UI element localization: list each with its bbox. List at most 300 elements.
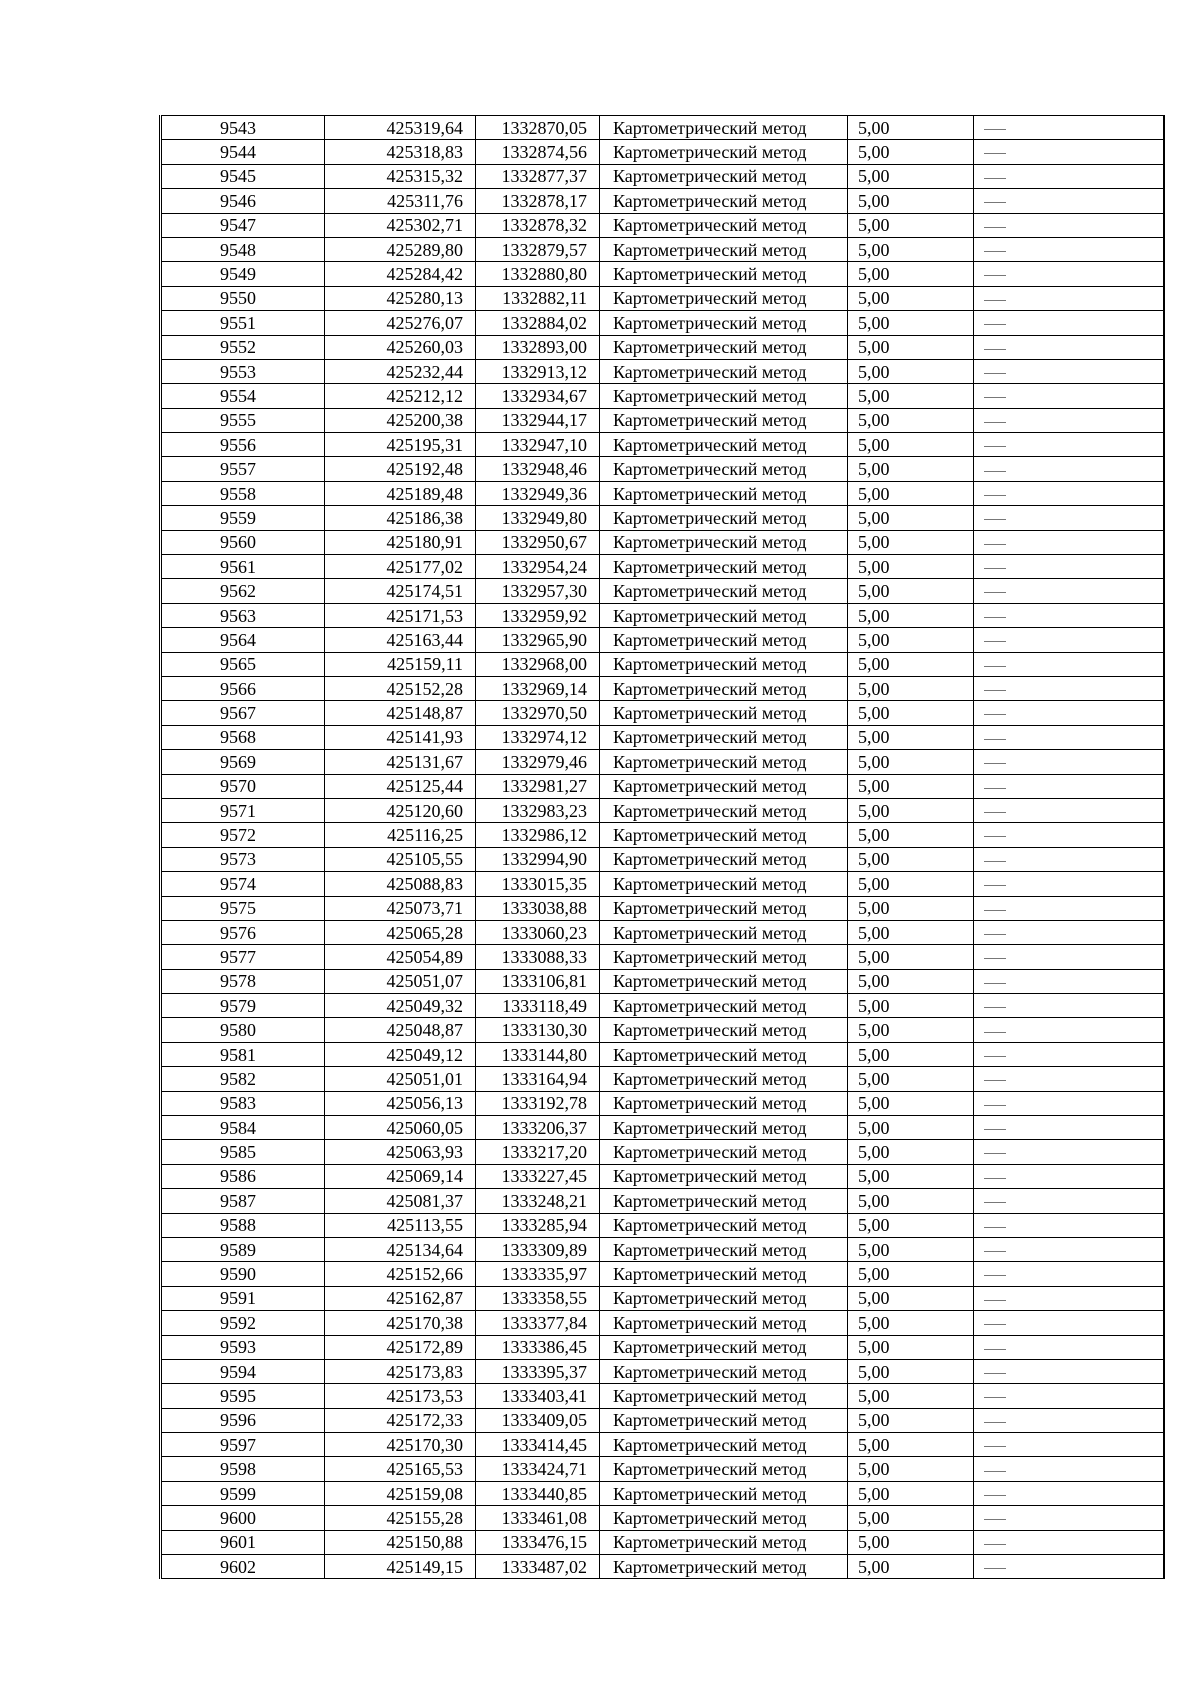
x-coordinate-cell: 425200,38	[325, 408, 476, 432]
y-coordinate-cell: 1332969,14	[476, 676, 600, 700]
accuracy-cell: 5,00	[848, 1481, 974, 1505]
method-cell: Картометрический метод	[600, 1140, 848, 1164]
y-coordinate-cell: 1332877,37	[476, 164, 600, 188]
method-cell: Картометрический метод	[600, 1286, 848, 1310]
note-cell	[974, 384, 1164, 408]
method-cell: Картометрический метод	[600, 408, 848, 432]
method-cell: Картометрический метод	[600, 555, 848, 579]
note-cell	[974, 1116, 1164, 1140]
point-number-cell: 9556	[161, 433, 325, 457]
table-row	[161, 725, 1164, 749]
y-coordinate-cell: 1332957,30	[476, 579, 600, 603]
point-number-cell: 9546	[161, 189, 325, 213]
accuracy-cell: 5,00	[848, 872, 974, 896]
y-coordinate-cell: 1333461,08	[476, 1506, 600, 1530]
note-cell	[974, 1018, 1164, 1042]
table-row	[161, 555, 1164, 579]
accuracy-cell: 5,00	[848, 579, 974, 603]
em-dash-icon	[984, 129, 1006, 130]
em-dash-icon	[984, 1202, 1006, 1203]
point-number-cell: 9588	[161, 1213, 325, 1237]
y-coordinate-cell: 1333386,45	[476, 1335, 600, 1359]
note-cell	[974, 1067, 1164, 1091]
table-row	[161, 359, 1164, 383]
x-coordinate-cell: 425284,42	[325, 262, 476, 286]
x-coordinate-cell: 425060,05	[325, 1116, 476, 1140]
em-dash-icon	[984, 1056, 1006, 1057]
table-row	[161, 1091, 1164, 1115]
y-coordinate-cell: 1333144,80	[476, 1042, 600, 1066]
method-cell: Картометрический метод	[600, 1481, 848, 1505]
table-row	[161, 579, 1164, 603]
point-number-cell: 9582	[161, 1067, 325, 1091]
table-row	[161, 1530, 1164, 1554]
em-dash-icon	[984, 690, 1006, 691]
method-cell: Картометрический метод	[600, 262, 848, 286]
point-number-cell: 9576	[161, 920, 325, 944]
note-cell	[974, 1335, 1164, 1359]
accuracy-cell: 5,00	[848, 1213, 974, 1237]
table-row	[161, 1481, 1164, 1505]
accuracy-cell: 5,00	[848, 1408, 974, 1432]
method-cell: Картометрический метод	[600, 1530, 848, 1554]
x-coordinate-cell: 425054,89	[325, 945, 476, 969]
em-dash-icon	[984, 934, 1006, 935]
em-dash-icon	[984, 641, 1006, 642]
x-coordinate-cell: 425174,51	[325, 579, 476, 603]
em-dash-icon	[984, 1519, 1006, 1520]
em-dash-icon	[984, 1471, 1006, 1472]
accuracy-cell: 5,00	[848, 1067, 974, 1091]
x-coordinate-cell: 425289,80	[325, 237, 476, 261]
accuracy-cell: 5,00	[848, 1555, 974, 1579]
em-dash-icon	[984, 617, 1006, 618]
accuracy-cell: 5,00	[848, 140, 974, 164]
table-row	[161, 189, 1164, 213]
y-coordinate-cell: 1332870,05	[476, 116, 600, 140]
note-cell	[974, 750, 1164, 774]
accuracy-cell: 5,00	[848, 1286, 974, 1310]
x-coordinate-cell: 425049,32	[325, 994, 476, 1018]
point-number-cell: 9562	[161, 579, 325, 603]
y-coordinate-cell: 1332986,12	[476, 823, 600, 847]
y-coordinate-cell: 1332983,23	[476, 798, 600, 822]
note-cell	[974, 920, 1164, 944]
method-cell: Картометрический метод	[600, 1067, 848, 1091]
point-number-cell: 9596	[161, 1408, 325, 1432]
y-coordinate-cell: 1332950,67	[476, 530, 600, 554]
em-dash-icon	[984, 568, 1006, 569]
y-coordinate-cell: 1332874,56	[476, 140, 600, 164]
table-row	[161, 311, 1164, 335]
x-coordinate-cell: 425170,30	[325, 1433, 476, 1457]
x-coordinate-cell: 425195,31	[325, 433, 476, 457]
accuracy-cell: 5,00	[848, 994, 974, 1018]
y-coordinate-cell: 1333192,78	[476, 1091, 600, 1115]
em-dash-icon	[984, 178, 1006, 179]
method-cell: Картометрический метод	[600, 1408, 848, 1432]
method-cell: Картометрический метод	[600, 628, 848, 652]
method-cell: Картометрический метод	[600, 530, 848, 554]
table-row	[161, 676, 1164, 700]
em-dash-icon	[984, 1032, 1006, 1033]
accuracy-cell: 5,00	[848, 1018, 974, 1042]
table-row	[161, 286, 1164, 310]
method-cell: Картометрический метод	[600, 433, 848, 457]
x-coordinate-cell: 425302,71	[325, 213, 476, 237]
y-coordinate-cell: 1333414,45	[476, 1433, 600, 1457]
em-dash-icon	[984, 1178, 1006, 1179]
accuracy-cell: 5,00	[848, 1164, 974, 1188]
method-cell: Картометрический метод	[600, 359, 848, 383]
method-cell: Картометрический метод	[600, 994, 848, 1018]
point-number-cell: 9600	[161, 1506, 325, 1530]
point-number-cell: 9572	[161, 823, 325, 847]
note-cell	[974, 140, 1164, 164]
em-dash-icon	[984, 812, 1006, 813]
method-cell: Картометрический метод	[600, 1042, 848, 1066]
em-dash-icon	[984, 495, 1006, 496]
x-coordinate-cell: 425280,13	[325, 286, 476, 310]
em-dash-icon	[984, 1300, 1006, 1301]
em-dash-icon	[984, 202, 1006, 203]
y-coordinate-cell: 1333424,71	[476, 1457, 600, 1481]
point-number-cell: 9551	[161, 311, 325, 335]
x-coordinate-cell: 425177,02	[325, 555, 476, 579]
method-cell: Картометрический метод	[600, 1189, 848, 1213]
x-coordinate-cell: 425152,28	[325, 676, 476, 700]
table-row	[161, 1262, 1164, 1286]
point-number-cell: 9581	[161, 1042, 325, 1066]
method-cell: Картометрический метод	[600, 1555, 848, 1579]
accuracy-cell: 5,00	[848, 335, 974, 359]
point-number-cell: 9565	[161, 652, 325, 676]
em-dash-icon	[984, 1080, 1006, 1081]
accuracy-cell: 5,00	[848, 701, 974, 725]
table-row	[161, 262, 1164, 286]
note-cell	[974, 872, 1164, 896]
table-row	[161, 530, 1164, 554]
method-cell: Картометрический метод	[600, 774, 848, 798]
y-coordinate-cell: 1333106,81	[476, 969, 600, 993]
x-coordinate-cell: 425049,12	[325, 1042, 476, 1066]
accuracy-cell: 5,00	[848, 1311, 974, 1335]
em-dash-icon	[984, 592, 1006, 593]
method-cell: Картометрический метод	[600, 920, 848, 944]
y-coordinate-cell: 1333248,21	[476, 1189, 600, 1213]
note-cell	[974, 969, 1164, 993]
y-coordinate-cell: 1332879,57	[476, 237, 600, 261]
note-cell	[974, 1042, 1164, 1066]
note-cell	[974, 1091, 1164, 1115]
method-cell: Картометрический метод	[600, 237, 848, 261]
accuracy-cell: 5,00	[848, 969, 974, 993]
y-coordinate-cell: 1333164,94	[476, 1067, 600, 1091]
method-cell: Картометрический метод	[600, 725, 848, 749]
note-cell	[974, 945, 1164, 969]
point-number-cell: 9564	[161, 628, 325, 652]
x-coordinate-cell: 425069,14	[325, 1164, 476, 1188]
em-dash-icon	[984, 1373, 1006, 1374]
table-row	[161, 433, 1164, 457]
em-dash-icon	[984, 397, 1006, 398]
point-number-cell: 9580	[161, 1018, 325, 1042]
x-coordinate-cell: 425186,38	[325, 506, 476, 530]
y-coordinate-cell: 1333377,84	[476, 1311, 600, 1335]
accuracy-cell: 5,00	[848, 433, 974, 457]
em-dash-icon	[984, 1129, 1006, 1130]
method-cell: Картометрический метод	[600, 750, 848, 774]
x-coordinate-cell: 425189,48	[325, 481, 476, 505]
note-cell	[974, 1262, 1164, 1286]
x-coordinate-cell: 425232,44	[325, 359, 476, 383]
accuracy-cell: 5,00	[848, 725, 974, 749]
accuracy-cell: 5,00	[848, 652, 974, 676]
point-number-cell: 9557	[161, 457, 325, 481]
point-number-cell: 9545	[161, 164, 325, 188]
x-coordinate-cell: 425116,25	[325, 823, 476, 847]
table-row	[161, 335, 1164, 359]
point-number-cell: 9558	[161, 481, 325, 505]
table-row	[161, 1335, 1164, 1359]
em-dash-icon	[984, 1007, 1006, 1008]
table-row	[161, 164, 1164, 188]
note-cell	[974, 701, 1164, 725]
note-cell	[974, 1481, 1164, 1505]
table-row	[161, 872, 1164, 896]
coordinates-table-body	[161, 116, 1164, 1579]
note-cell	[974, 1164, 1164, 1188]
note-cell	[974, 457, 1164, 481]
x-coordinate-cell: 425172,89	[325, 1335, 476, 1359]
y-coordinate-cell: 1333217,20	[476, 1140, 600, 1164]
method-cell: Картометрический метод	[600, 1164, 848, 1188]
accuracy-cell: 5,00	[848, 1140, 974, 1164]
table-row	[161, 1384, 1164, 1408]
method-cell: Картометрический метод	[600, 1384, 848, 1408]
accuracy-cell: 5,00	[848, 774, 974, 798]
em-dash-icon	[984, 1568, 1006, 1569]
accuracy-cell: 5,00	[848, 1433, 974, 1457]
note-cell	[974, 530, 1164, 554]
method-cell: Картометрический метод	[600, 798, 848, 822]
y-coordinate-cell: 1333487,02	[476, 1555, 600, 1579]
x-coordinate-cell: 425148,87	[325, 701, 476, 725]
point-number-cell: 9601	[161, 1530, 325, 1554]
y-coordinate-cell: 1332934,67	[476, 384, 600, 408]
table-row	[161, 701, 1164, 725]
em-dash-icon	[984, 1544, 1006, 1545]
table-row	[161, 1433, 1164, 1457]
note-cell	[974, 164, 1164, 188]
point-number-cell: 9599	[161, 1481, 325, 1505]
em-dash-icon	[984, 1324, 1006, 1325]
em-dash-icon	[984, 153, 1006, 154]
x-coordinate-cell: 425319,64	[325, 116, 476, 140]
note-cell	[974, 116, 1164, 140]
y-coordinate-cell: 1333358,55	[476, 1286, 600, 1310]
accuracy-cell: 5,00	[848, 506, 974, 530]
em-dash-icon	[984, 300, 1006, 301]
point-number-cell: 9569	[161, 750, 325, 774]
table-row	[161, 116, 1164, 140]
y-coordinate-cell: 1333227,45	[476, 1164, 600, 1188]
em-dash-icon	[984, 861, 1006, 862]
accuracy-cell: 5,00	[848, 1530, 974, 1554]
y-coordinate-cell: 1332944,17	[476, 408, 600, 432]
y-coordinate-cell: 1333403,41	[476, 1384, 600, 1408]
method-cell: Картометрический метод	[600, 1116, 848, 1140]
note-cell	[974, 408, 1164, 432]
table-row	[161, 823, 1164, 847]
y-coordinate-cell: 1333206,37	[476, 1116, 600, 1140]
note-cell	[974, 652, 1164, 676]
table-row	[161, 896, 1164, 920]
table-row	[161, 1189, 1164, 1213]
x-coordinate-cell: 425318,83	[325, 140, 476, 164]
x-coordinate-cell: 425048,87	[325, 1018, 476, 1042]
note-cell	[974, 359, 1164, 383]
table-row	[161, 1067, 1164, 1091]
accuracy-cell: 5,00	[848, 481, 974, 505]
em-dash-icon	[984, 422, 1006, 423]
point-number-cell: 9550	[161, 286, 325, 310]
em-dash-icon	[984, 519, 1006, 520]
em-dash-icon	[984, 275, 1006, 276]
point-number-cell: 9592	[161, 1311, 325, 1335]
x-coordinate-cell: 425170,38	[325, 1311, 476, 1335]
em-dash-icon	[984, 1227, 1006, 1228]
method-cell: Картометрический метод	[600, 969, 848, 993]
method-cell: Картометрический метод	[600, 1433, 848, 1457]
note-cell	[974, 628, 1164, 652]
method-cell: Картометрический метод	[600, 603, 848, 627]
table-row	[161, 1213, 1164, 1237]
y-coordinate-cell: 1333409,05	[476, 1408, 600, 1432]
method-cell: Картометрический метод	[600, 1213, 848, 1237]
table-row	[161, 628, 1164, 652]
note-cell	[974, 1555, 1164, 1579]
em-dash-icon	[984, 1422, 1006, 1423]
accuracy-cell: 5,00	[848, 798, 974, 822]
method-cell: Картометрический метод	[600, 1457, 848, 1481]
point-number-cell: 9548	[161, 237, 325, 261]
accuracy-cell: 5,00	[848, 311, 974, 335]
x-coordinate-cell: 425149,15	[325, 1555, 476, 1579]
accuracy-cell: 5,00	[848, 1189, 974, 1213]
table-row	[161, 1042, 1164, 1066]
point-number-cell: 9544	[161, 140, 325, 164]
note-cell	[974, 262, 1164, 286]
point-number-cell: 9574	[161, 872, 325, 896]
table-row	[161, 774, 1164, 798]
em-dash-icon	[984, 373, 1006, 374]
x-coordinate-cell: 425152,66	[325, 1262, 476, 1286]
note-cell	[974, 213, 1164, 237]
method-cell: Картометрический метод	[600, 1262, 848, 1286]
em-dash-icon	[984, 788, 1006, 789]
note-cell	[974, 1286, 1164, 1310]
y-coordinate-cell: 1333015,35	[476, 872, 600, 896]
accuracy-cell: 5,00	[848, 359, 974, 383]
table-row	[161, 798, 1164, 822]
table-row	[161, 1359, 1164, 1383]
point-number-cell: 9586	[161, 1164, 325, 1188]
accuracy-cell: 5,00	[848, 189, 974, 213]
point-number-cell: 9594	[161, 1359, 325, 1383]
accuracy-cell: 5,00	[848, 1237, 974, 1261]
point-number-cell: 9560	[161, 530, 325, 554]
note-cell	[974, 237, 1164, 261]
accuracy-cell: 5,00	[848, 676, 974, 700]
point-number-cell: 9552	[161, 335, 325, 359]
method-cell: Картометрический метод	[600, 652, 848, 676]
note-cell	[974, 1433, 1164, 1457]
method-cell: Картометрический метод	[600, 189, 848, 213]
table-row	[161, 1457, 1164, 1481]
point-number-cell: 9570	[161, 774, 325, 798]
note-cell	[974, 1311, 1164, 1335]
table-row	[161, 457, 1164, 481]
point-number-cell: 9577	[161, 945, 325, 969]
note-cell	[974, 676, 1164, 700]
point-number-cell: 9549	[161, 262, 325, 286]
y-coordinate-cell: 1332974,12	[476, 725, 600, 749]
accuracy-cell: 5,00	[848, 286, 974, 310]
table-row	[161, 920, 1164, 944]
table-row	[161, 384, 1164, 408]
point-number-cell: 9563	[161, 603, 325, 627]
table-row	[161, 213, 1164, 237]
method-cell: Картометрический метод	[600, 847, 848, 871]
point-number-cell: 9587	[161, 1189, 325, 1213]
y-coordinate-cell: 1333335,97	[476, 1262, 600, 1286]
table-row	[161, 237, 1164, 261]
em-dash-icon	[984, 763, 1006, 764]
x-coordinate-cell: 425063,93	[325, 1140, 476, 1164]
table-row	[161, 994, 1164, 1018]
x-coordinate-cell: 425065,28	[325, 920, 476, 944]
note-cell	[974, 1237, 1164, 1261]
y-coordinate-cell: 1332893,00	[476, 335, 600, 359]
y-coordinate-cell: 1333285,94	[476, 1213, 600, 1237]
table-row	[161, 481, 1164, 505]
point-number-cell: 9575	[161, 896, 325, 920]
x-coordinate-cell: 425173,53	[325, 1384, 476, 1408]
note-cell	[974, 555, 1164, 579]
note-cell	[974, 1506, 1164, 1530]
x-coordinate-cell: 425134,64	[325, 1237, 476, 1261]
y-coordinate-cell: 1333038,88	[476, 896, 600, 920]
point-number-cell: 9585	[161, 1140, 325, 1164]
note-cell	[974, 774, 1164, 798]
accuracy-cell: 5,00	[848, 920, 974, 944]
x-coordinate-cell: 425150,88	[325, 1530, 476, 1554]
x-coordinate-cell: 425173,83	[325, 1359, 476, 1383]
accuracy-cell: 5,00	[848, 237, 974, 261]
note-cell	[974, 481, 1164, 505]
x-coordinate-cell: 425165,53	[325, 1457, 476, 1481]
y-coordinate-cell: 1333395,37	[476, 1359, 600, 1383]
x-coordinate-cell: 425159,08	[325, 1481, 476, 1505]
point-number-cell: 9597	[161, 1433, 325, 1457]
y-coordinate-cell: 1332949,80	[476, 506, 600, 530]
em-dash-icon	[984, 227, 1006, 228]
point-number-cell: 9573	[161, 847, 325, 871]
point-number-cell: 9583	[161, 1091, 325, 1115]
x-coordinate-cell: 425155,28	[325, 1506, 476, 1530]
em-dash-icon	[984, 1275, 1006, 1276]
